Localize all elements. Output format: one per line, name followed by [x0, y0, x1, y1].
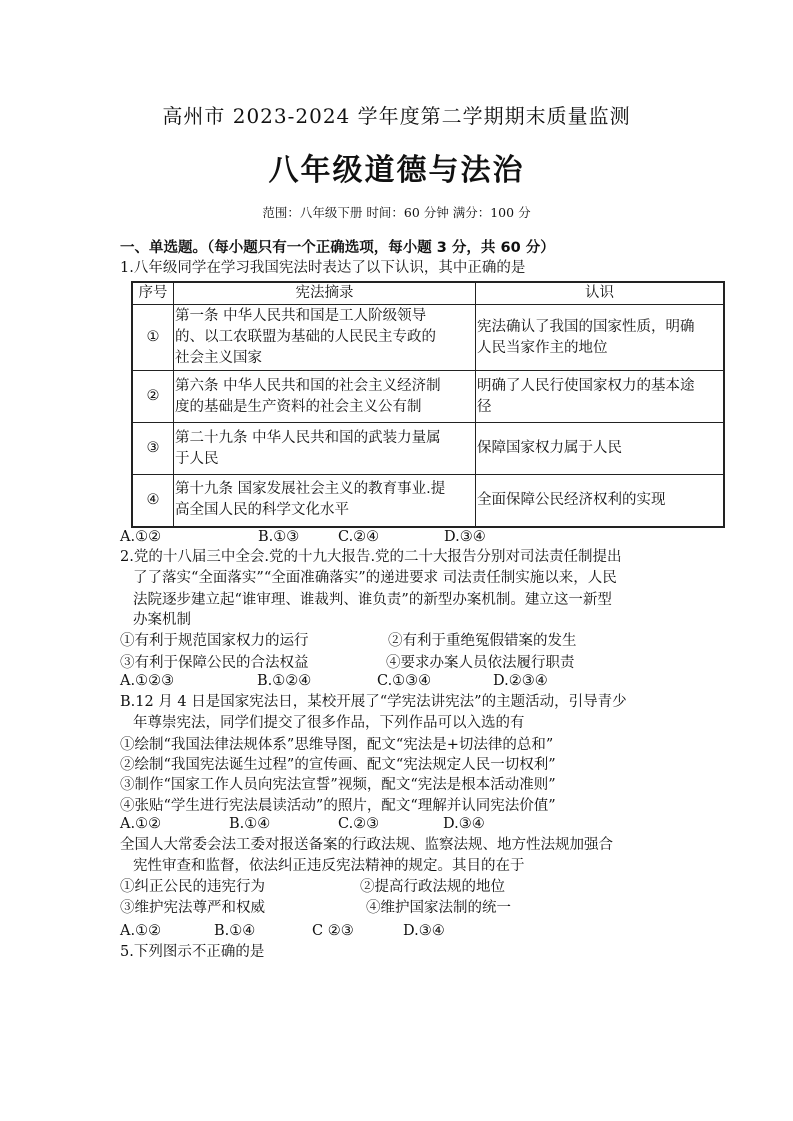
option-c: C.②④ [338, 529, 380, 545]
table-cell-no: ① [132, 305, 174, 371]
cell-line: 第十九条 国家发展社会主义的教育事业.提 [175, 481, 446, 498]
q3-line: 年尊崇宪法，同学们提交了很多作品，下列作品可以入选的有 [133, 715, 525, 731]
q3-line: B.12 月 4 日是国家宪法日，某校开展了“学宪法讲宪法”的主题活动，引导青少 [120, 694, 627, 710]
option-b: B.①④ [214, 923, 256, 939]
q3-choice: ②绘制“我国宪法诞生过程”的宣传画、配文“宪法规定人民一切权利” [120, 757, 556, 773]
table-cell-understanding: 保障国家权力属于人民 [476, 423, 725, 475]
q1-options [120, 529, 486, 545]
option-a: A.①② [120, 816, 162, 832]
table-row [132, 305, 724, 371]
table-header-understanding: 认识 [476, 282, 725, 305]
option-c: C ②③ [312, 923, 354, 939]
cell-line: 明确了人民行使国家权力的基本途 [477, 377, 695, 394]
q4-choice: ③维护宪法尊严和权威 [120, 900, 265, 916]
table-cell-understanding [476, 371, 725, 423]
cell-line: 的、以工农联盟为基础的人民民主专政的 [175, 329, 436, 345]
option-d: D.③④ [443, 816, 485, 832]
cell-line: 第一条 中华人民共和国是工人阶级领导 [175, 308, 427, 324]
table-cell-no: ③ [132, 423, 174, 475]
exam-title: 高州市 2023-2024 学年度第二学期期末质量监测 [162, 104, 631, 128]
cell-line: 第六条 中华人民共和国的社会主义经济制 [175, 377, 441, 394]
cell-line: 第二十九条 中华人民共和国的武装力量属 [175, 429, 441, 446]
exam-subtitle: 八年级道德与法治 [268, 153, 525, 188]
cell-line: 于人民 [175, 450, 219, 467]
q3-choice: ①绘制“我国法律法规体系”思维导图，配文“宪法是+切法律的总和” [120, 737, 554, 753]
table-cell-excerpt [174, 305, 476, 371]
option-d: D.③④ [403, 923, 445, 939]
table-cell-understanding [476, 305, 725, 371]
table-header-row [132, 282, 724, 305]
q5-stem: 5.下列图示不正确的是 [120, 944, 265, 960]
q2-choice: ③有利于保障公民的合法权益 [120, 655, 309, 671]
q2-line: 办案机制 [133, 612, 191, 628]
option-b: B.①③ [258, 529, 300, 545]
cell-line: 度的基础是生产资料的社会主义公有制 [175, 398, 422, 415]
table-row [132, 371, 724, 423]
option-b: B.①④ [229, 816, 271, 832]
cell-line: 社会主义国家 [175, 350, 262, 366]
option-d: D.②③④ [493, 673, 548, 689]
table-cell-no: ② [132, 371, 174, 423]
q2-choice: ①有利于规范国家权力的运行 [120, 633, 309, 649]
option-a: A.①② [120, 923, 162, 939]
q4-line: 宪性审查和监督，依法纠正违反宪法精神的规定。其目的在于 [133, 858, 525, 874]
cell-line: 人民当家作主的地位 [477, 339, 608, 356]
table-cell-excerpt [174, 371, 476, 423]
exam-meta: 范围：八年级下册 时间：60 分钟 满分：100 分 [262, 205, 531, 220]
q3-options [120, 816, 485, 832]
table-row [132, 423, 724, 475]
table-cell-excerpt [174, 475, 476, 527]
q2-options [120, 673, 548, 689]
q4-choice: ①纠正公民的违宪行为 [120, 879, 265, 895]
section-heading: 一、单选题。（每小题只有一个正确选项，每小题 3 分，共 60 分） [120, 240, 555, 256]
q2-line: 2.党的十八届三中全会.党的十九大报告.党的二十大报告分别对司法责任制提出 [120, 549, 622, 565]
cell-line: 径 [477, 398, 492, 415]
constitution-table [131, 281, 725, 528]
q4-choice: ④维护国家法制的统一 [366, 900, 511, 916]
q1-stem: 1.八年级同学在学习我国宪法时表达了以下认识，其中正确的是 [120, 260, 526, 276]
table-header-no: 序号 [132, 282, 174, 305]
table-cell-excerpt [174, 423, 476, 475]
q3-choice: ④张贴“学生进行宪法晨读活动”的照片，配文“理解并认同宪法价值” [120, 798, 556, 814]
option-a: A.①② [120, 529, 162, 545]
q4-options [120, 923, 445, 939]
q2-choice: ②有利于重绝冤假错案的发生 [388, 633, 577, 649]
table-cell-understanding: 全面保障公民经济权利的实现 [476, 475, 725, 527]
option-b: B.①②④ [257, 673, 312, 689]
q4-choice: ②提高行政法规的地位 [360, 879, 505, 895]
table-header-excerpt: 宪法摘录 [174, 282, 476, 305]
option-d: D.③④ [444, 529, 486, 545]
option-a: A.①②③ [120, 673, 175, 689]
cell-line: 宪法确认了我国的国家性质，明确 [477, 318, 695, 335]
q4-line: 全国人大常委会法工委对报送备案的行政法规、监察法规、地方性法规加强合 [120, 837, 613, 853]
table-cell-no: ④ [132, 475, 174, 527]
q2-line: 法院逐步建立起“谁审理、谁裁判、谁负责”的新型办案机制。建立这一新型 [133, 592, 612, 608]
cell-line: 高全国人民的科学文化水平 [175, 502, 349, 519]
table-row [132, 475, 724, 527]
q3-choice: ③制作“国家工作人员向宪法宣誓”视频，配文“宪法是根本活动准则” [120, 777, 556, 793]
q2-line: 了了落实“全面落实”“全面准确落实”的递进要求 司法责任制实施以来，人民 [133, 570, 617, 586]
option-c: C.②③ [338, 816, 380, 832]
q2-choice: ④要求办案人员依法履行职责 [386, 655, 575, 671]
option-c: C.①③④ [377, 673, 432, 689]
